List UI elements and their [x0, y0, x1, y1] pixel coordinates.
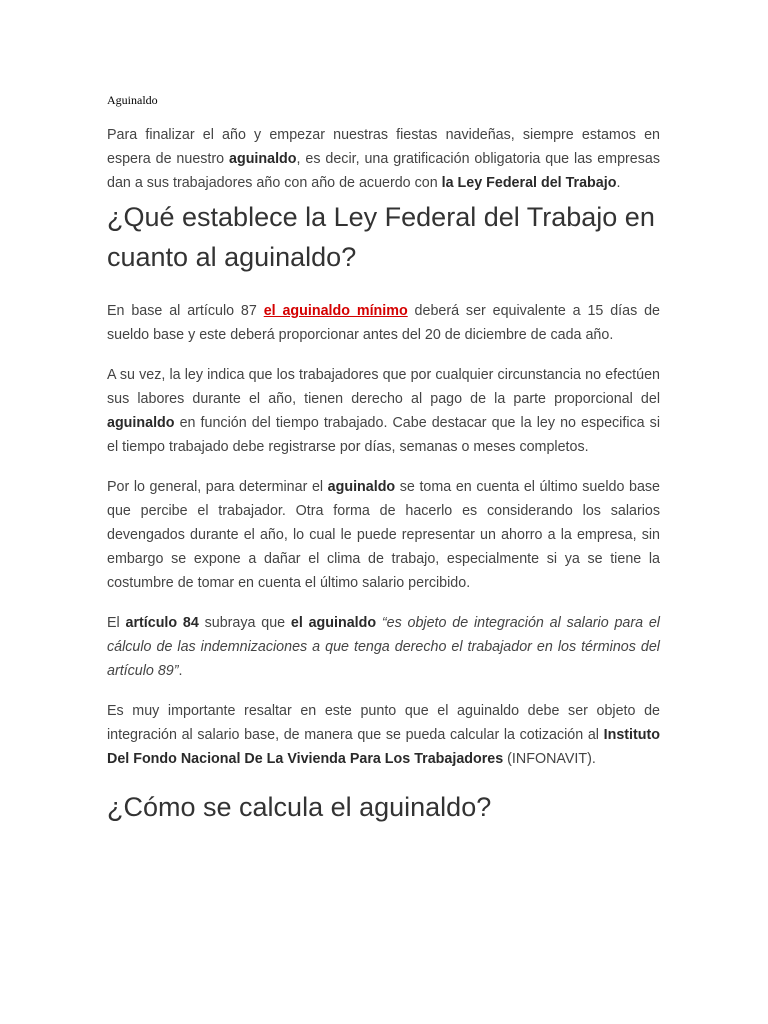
bold-text: la Ley Federal del Trabajo: [441, 175, 617, 191]
text-span: deberá ser equivalente a 15 días de sueldo base y este deberá proporcionar antes del 20 de diciembre de cada año.: [107, 303, 661, 343]
text-span: A su vez, la ley indica que los trabajadores que por cualquier circunstancia no efectúen sus labores durante el año, tienen derecho al pago de la parte proporcional del: [107, 367, 660, 407]
text-span: El: [107, 615, 126, 631]
section-heading-ley-federal: ¿Qué establece la Ley Federal del Trabajo en cuanto al aguinaldo?: [107, 202, 655, 272]
text-span: Por lo general, para determinar el: [107, 479, 328, 495]
text-span: En base al artículo 87: [107, 303, 264, 319]
bold-text: Instituto Del Fondo Nacional De La Vivienda Para Los Trabajadores: [107, 727, 660, 767]
text-span: Para finalizar el año y empezar nuestras fiestas navideñas, siempre estamos en espera de nuestro: [107, 127, 660, 167]
document-title: Aguinaldo: [107, 93, 158, 107]
document-page: [107, 91, 660, 849]
paragraph-articulo-84: [107, 611, 660, 683]
bold-text: aguinaldo: [327, 479, 396, 495]
text-span: , es decir, una gratificación obligatoria que las empresas dan a sus trabajadores año con año de acuerdo con: [107, 151, 660, 191]
text-span: se toma en cuenta el último sueldo base que percibe el trabajador. Otra forma de hacerlo es considerando los salarios devengados durante el año, lo cual le puede representar un ahorro a la empresa, sin embargo se expone a dañar el clima de trabajo, especialmente si ya se tiene la costumbre de tomar en cuenta el último salario percibido.: [107, 479, 660, 591]
bold-text: aguinaldo: [107, 415, 175, 431]
text-span: Es muy importante resaltar en este punto que el aguinaldo debe ser objeto de integración al salario base, de manera que se pueda calcular la cotización al: [107, 703, 660, 743]
text-span: (INFONAVIT).: [503, 751, 596, 767]
bold-text: el aguinaldo: [290, 615, 377, 631]
text-span: en función del tiempo trabajado. Cabe destacar que la ley no especifica si el tiempo trabajado debe registrarse por días, semanas o meses completos.: [107, 415, 660, 455]
paragraph-ultimo-sueldo: [107, 475, 660, 595]
text-span: .: [616, 175, 621, 191]
paragraph-infonavit: [107, 699, 660, 771]
text-span: .: [178, 663, 183, 679]
section-heading-calculo: ¿Cómo se calcula el aguinaldo?: [107, 792, 492, 822]
italic-quote: “es objeto de integración al salario para el cálculo de las indemnizaciones a que tenga derecho el trabajador en los términos del artículo 89”: [107, 615, 660, 679]
text-span: subraya que: [198, 615, 291, 631]
paragraph-intro: [107, 123, 660, 195]
paragraph-articulo-87: [107, 299, 660, 347]
paragraph-parte-proporcional: [107, 363, 660, 459]
aguinaldo-minimo-link[interactable]: el aguinaldo mínimo: [263, 303, 408, 319]
bold-text: aguinaldo: [229, 151, 297, 167]
bold-text: artículo 84: [125, 615, 199, 631]
